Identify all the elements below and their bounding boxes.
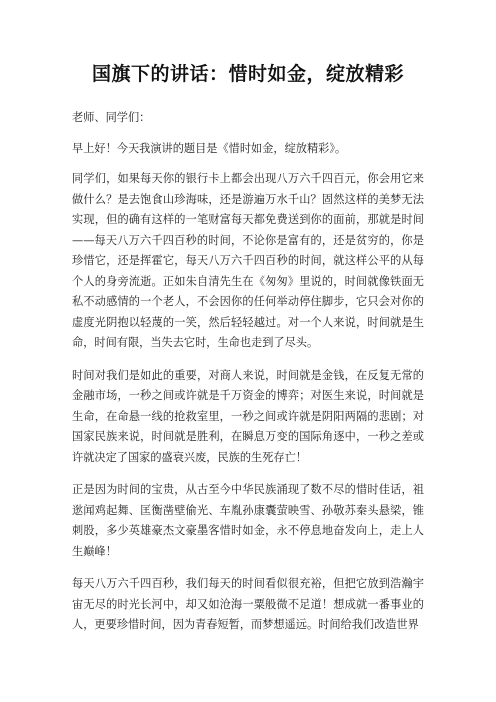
body-paragraph-1: 同学们，如果每天你的银行卡上都会出现八万六千四百元，你会用它来做什么？是去饱食山珍海味，还是游遍万水千山？固然这样的美梦无法实现，但的确有这样的一笔财富每天都免费送到你的面前，那就是时间——每天八万六千四百秒的时间，不论你是富有的，还是贫穷的，你是珍惜它，还是挥霍它，每天八万六千四百秒的时间，就这样公平的从每个人的身旁流逝。正如朱自清先生在《匆匆》里说的，时间就像铁面无私不动感情的一个老人，不会因你的任何举动停住脚步，它只会对你的虚度光阴抱以轻蔑的一笑，然后轻轻越过。对一个人来说，时间就是生命，时间有限，当失去它时，生命也走到了尽头。 [72,172,424,349]
document-page [72,60,424,648]
intro-paragraph: 早上好！今天我演讲的题目是《惜时如金，绽放精彩》。 [72,141,347,155]
body-paragraph-2: 时间对我们是如此的重要，对商人来说，时间就是金钱，在反复无常的金融市场，一秒之间或许就是千万资金的博弈；对医生来说，时间就是生命，在命悬一线的抢救室里，一秒之间或许就是阴阳两隔的悲剧；对国家民族来说，时间就是胜利，在瞬息万变的国际角逐中，一秒之差或许就决定了国家的盛衰兴废，民族的生死存亡！ [72,368,424,464]
greeting: 老师、同学们： [72,111,151,124]
document-title: 国旗下的讲话：惜时如金，绽放精彩 [91,63,404,85]
body-paragraph-4: 每天八万六千四百秒，我们每天的时间看似很充裕，但把它放到浩瀚宇宙无尽的时光长河中，却又如沧海一粟般微不足道！想成就一番事业的人，更要珍惜时间，因为青春短暂，而梦想遥远。时间给我们改造世界 [72,577,424,631]
body-paragraph-3: 正是因为时间的宝贵，从古至今中华民族涌现了数不尽的惜时佳话，祖逖闻鸡起舞、匡衡凿壁偷光、车胤孙康囊萤映雪、孙敬苏秦头悬梁，锥刺股，多少英雄豪杰文豪墨客惜时如金，永不停息地奋发向上，走上人生巅峰！ [72,483,424,558]
